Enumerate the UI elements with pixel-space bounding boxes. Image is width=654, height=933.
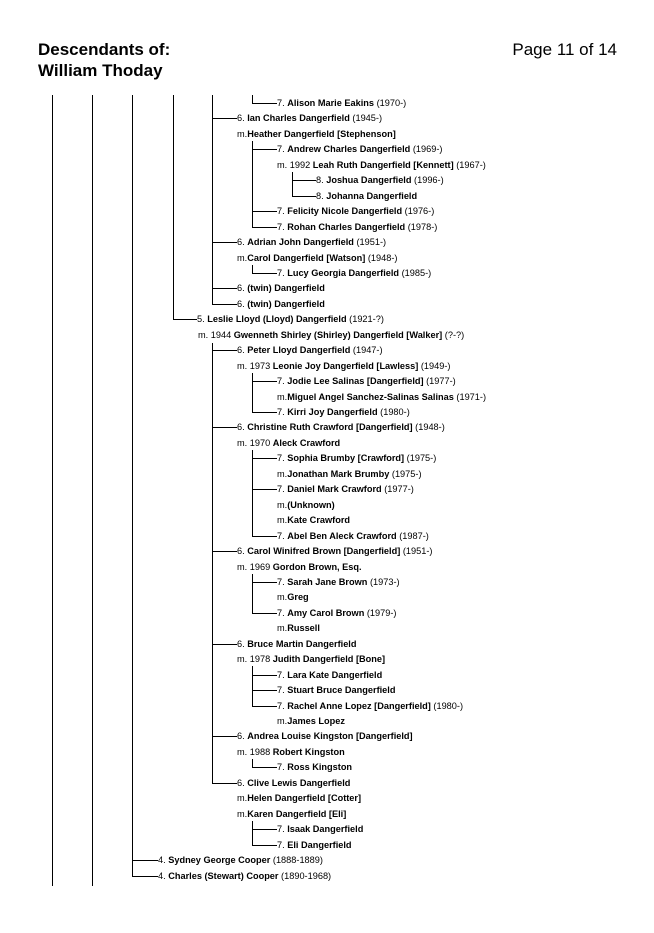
tree-connector-vertical	[212, 95, 213, 304]
entry-prefix: m.	[277, 391, 288, 402]
report-title-line1: Descendants of:	[38, 40, 171, 59]
entry-prefix: 7.	[277, 824, 288, 835]
life-years: (1973-)	[367, 576, 400, 587]
descendant-entry	[316, 174, 444, 186]
person-name: Christine Ruth Crawford [Dangerfield]	[247, 422, 413, 433]
descendant-entry	[237, 730, 413, 742]
page-number: Page 11 of 14	[512, 40, 617, 59]
entry-prefix: 7.	[277, 267, 288, 278]
life-years: (1980-)	[377, 407, 410, 417]
person-name: Kate Crawford	[287, 515, 351, 526]
descendant-entry	[197, 313, 384, 325]
person-name: Helen Dangerfield [Cotter]	[247, 793, 362, 804]
person-name: Stuart Bruce Dangerfield	[287, 685, 396, 696]
report-title	[38, 39, 170, 81]
tree-connector-horizontal	[212, 427, 237, 428]
tree-connector-horizontal	[252, 675, 277, 676]
person-name: Karen Dangerfield [Eli]	[247, 808, 347, 819]
person-name: Miguel Angel Sanchez-Salinas Salinas	[287, 391, 454, 402]
person-name: (twin) Dangerfield	[247, 283, 325, 294]
spouse-entry	[198, 329, 464, 341]
tree-connector-vertical	[252, 265, 253, 273]
person-name: James Lopez	[287, 716, 345, 726]
life-years: (1996-)	[411, 175, 444, 186]
descendant-entry	[237, 282, 325, 294]
tree-connector-horizontal	[252, 706, 277, 707]
tree-connector-horizontal	[212, 288, 237, 289]
spouse-entry	[237, 808, 346, 820]
tree-connector-horizontal	[252, 582, 277, 583]
entry-prefix: 6.	[237, 546, 248, 557]
tree-connector-vertical	[252, 574, 253, 613]
spouse-entry	[277, 499, 335, 511]
tree-connector-horizontal	[252, 458, 277, 459]
spouse-entry	[237, 128, 396, 140]
tree-connector-horizontal	[252, 381, 277, 382]
entry-prefix: 7.	[277, 453, 288, 464]
tree-connector-horizontal	[252, 211, 277, 212]
person-name: Russell	[287, 623, 320, 634]
entry-prefix: 8.	[316, 175, 327, 186]
entry-prefix: 6.	[237, 283, 248, 294]
person-name: (twin) Dangerfield	[247, 298, 325, 309]
person-name: Gordon Brown, Esq.	[272, 561, 362, 572]
tree-connector-horizontal	[252, 103, 277, 104]
person-name: Robert Kingston	[272, 746, 345, 757]
person-name: Joshua Dangerfield	[326, 175, 412, 186]
tree-connector-horizontal	[212, 350, 237, 351]
spouse-entry	[237, 360, 450, 372]
life-years: (1976-)	[402, 206, 435, 217]
spouse-entry	[277, 391, 486, 403]
descendant-entry	[158, 870, 331, 882]
tree-connector-horizontal	[252, 845, 277, 846]
entry-prefix: m. 1973	[237, 360, 273, 371]
life-years: (1948-)	[365, 252, 398, 263]
person-name: Gwenneth Shirley (Shirley) Dangerfield [Walker]	[233, 329, 443, 340]
person-name: Leah Ruth Dangerfield [Kennett]	[312, 159, 454, 170]
entry-prefix: 6.	[237, 113, 248, 124]
entry-prefix: 4.	[158, 855, 169, 866]
entry-prefix: m. 1988	[237, 746, 273, 757]
person-name: Felicity Nicole Dangerfield	[287, 206, 403, 217]
entry-prefix: m.	[237, 793, 248, 804]
descendant-entry	[277, 823, 363, 835]
entry-prefix: 6.	[237, 422, 248, 433]
descendant-entry	[237, 236, 386, 248]
descendant-entry	[277, 143, 442, 155]
tree-connector-horizontal	[212, 304, 237, 305]
entry-prefix: 7.	[277, 206, 288, 217]
descendant-entry	[277, 607, 396, 619]
descendant-entry	[277, 406, 410, 418]
descendant-entry	[277, 205, 434, 217]
entry-prefix: m.	[277, 468, 288, 479]
life-years: (1987-)	[396, 530, 429, 541]
descendant-entry	[237, 344, 383, 356]
descendant-entry	[277, 839, 352, 851]
person-name: Daniel Mark Crawford	[287, 484, 382, 495]
tree-connector-horizontal	[212, 644, 237, 645]
life-years: (1980-)	[430, 700, 464, 711]
descendant-entry	[237, 777, 350, 789]
person-name: Rachel Anne Lopez [Dangerfield]	[287, 700, 431, 711]
life-years: (1967-)	[453, 159, 486, 170]
entry-prefix: 6.	[237, 298, 248, 309]
entry-prefix: 7.	[277, 221, 288, 232]
tree-connector-vertical	[252, 759, 253, 767]
entry-prefix: 6.	[237, 638, 248, 649]
tree-connector-horizontal	[212, 783, 237, 784]
tree-connector-vertical	[252, 141, 253, 227]
tree-connector-vertical	[92, 95, 93, 886]
descendant-entry	[237, 545, 432, 557]
entry-prefix: m. 1944	[198, 329, 234, 340]
tree-connector-vertical	[252, 95, 253, 103]
tree-connector-vertical	[252, 450, 253, 536]
report-title-line2: William Thoday	[38, 61, 163, 80]
tree-connector-vertical	[252, 821, 253, 845]
tree-connector-horizontal	[212, 242, 237, 243]
entry-prefix: 7.	[277, 607, 288, 618]
descendant-entry	[277, 483, 414, 495]
entry-prefix: m. 1992	[277, 159, 313, 170]
descendant-entry	[277, 761, 352, 773]
tree-connector-horizontal	[252, 227, 277, 228]
entry-prefix: 6.	[237, 237, 248, 248]
descendant-entry	[237, 298, 325, 310]
entry-prefix: 7.	[277, 484, 288, 495]
descendant-entry	[277, 530, 429, 542]
entry-prefix: 7.	[277, 144, 288, 155]
entry-prefix: 7.	[277, 530, 288, 541]
entry-prefix: m.	[237, 252, 248, 263]
descendant-entry	[277, 375, 456, 387]
person-name: Sydney George Cooper	[168, 855, 271, 866]
person-name: Heather Dangerfield [Stephenson]	[247, 128, 396, 139]
descendant-entry	[277, 452, 436, 464]
person-name: Ross Kingston	[287, 762, 353, 773]
entry-prefix: m.	[277, 592, 288, 603]
entry-prefix: 4.	[158, 870, 169, 881]
entry-prefix: 7.	[277, 576, 288, 587]
descendant-entry	[277, 221, 437, 233]
tree-connector-vertical	[132, 95, 133, 876]
person-name: Sophia Brumby [Crawford]	[287, 453, 405, 464]
spouse-entry	[237, 746, 345, 758]
life-years: (1985-)	[399, 267, 432, 278]
entry-prefix: m.	[277, 499, 288, 510]
descendant-entry	[277, 576, 400, 588]
life-years: (1945-)	[349, 113, 383, 124]
person-name: Abel Ben Aleck Crawford	[287, 530, 397, 541]
life-years: (1949-)	[418, 360, 451, 371]
tree-connector-vertical	[252, 373, 253, 412]
life-years: (?-?)	[442, 329, 465, 340]
tree-connector-horizontal	[292, 180, 316, 181]
tree-connector-horizontal	[252, 613, 277, 614]
tree-connector-horizontal	[252, 690, 277, 691]
life-years: (1888-1889)	[270, 855, 323, 866]
tree-connector-vertical	[292, 172, 293, 196]
entry-prefix: m.	[277, 716, 288, 726]
person-name: Leonie Joy Dangerfield [Lawless]	[272, 360, 419, 371]
tree-connector-horizontal	[212, 736, 237, 737]
life-years: (1977-)	[381, 484, 414, 495]
entry-prefix: 8.	[316, 190, 327, 201]
person-name: Greg	[287, 592, 309, 603]
entry-prefix: 5.	[197, 314, 208, 325]
descendant-entry	[237, 421, 445, 433]
descendant-entry	[277, 97, 406, 109]
life-years: (1975-)	[404, 453, 437, 464]
person-name: Andrea Louise Kingston [Dangerfield]	[247, 731, 413, 742]
person-name: Charles (Stewart) Cooper	[168, 870, 279, 881]
life-years: (1970-)	[374, 98, 407, 108]
life-years: (1951-)	[353, 237, 387, 248]
tree-connector-horizontal	[212, 118, 237, 119]
person-name: Judith Dangerfield [Bone]	[272, 654, 386, 665]
descendant-entry	[158, 854, 323, 866]
entry-prefix: 7.	[277, 762, 288, 773]
tree-connector-horizontal	[252, 767, 277, 768]
entry-prefix: m. 1970	[237, 437, 273, 448]
spouse-entry	[237, 653, 385, 665]
person-name: Jonathan Mark Brumby	[287, 468, 390, 479]
life-years: (1975-)	[389, 468, 422, 479]
spouse-entry	[237, 252, 397, 264]
tree-connector-vertical	[212, 343, 213, 783]
person-name: Lara Kate Dangerfield	[287, 669, 383, 680]
tree-connector-vertical	[252, 666, 253, 705]
descendant-entry	[237, 112, 382, 124]
entry-prefix: m. 1978	[237, 654, 273, 665]
tree-connector-horizontal	[252, 829, 277, 830]
spouse-entry	[237, 437, 340, 449]
person-name: Johanna Dangerfield	[326, 190, 418, 201]
spouse-entry	[277, 622, 320, 634]
person-name: Carol Winifred Brown [Dangerfield]	[247, 546, 401, 557]
entry-prefix: 7.	[277, 839, 288, 850]
tree-connector-horizontal	[252, 273, 277, 274]
tree-connector-horizontal	[132, 876, 158, 877]
descendant-entry	[316, 190, 417, 202]
person-name: Leslie Lloyd (Lloyd) Dangerfield	[207, 314, 347, 325]
person-name: Alison Marie Eakins	[287, 98, 375, 108]
tree-connector-horizontal	[132, 860, 158, 861]
descendant-entry	[277, 267, 431, 279]
entry-prefix: m.	[237, 808, 248, 819]
person-name: Kirri Joy Dangerfield	[287, 407, 378, 417]
tree-connector-vertical	[52, 95, 53, 886]
spouse-entry	[277, 591, 309, 603]
life-years: (1977-)	[423, 376, 456, 387]
tree-connector-horizontal	[292, 196, 316, 197]
tree-connector-horizontal	[252, 412, 277, 413]
person-name: Aleck Crawford	[272, 437, 341, 448]
spouse-entry	[277, 159, 486, 171]
entry-prefix: m.	[277, 623, 288, 634]
entry-prefix: m.	[277, 515, 288, 526]
life-years: (1979-)	[364, 607, 397, 618]
life-years: (1978-)	[405, 221, 438, 232]
person-name: Lucy Georgia Dangerfield	[287, 267, 400, 278]
person-name: Ian Charles Dangerfield	[247, 113, 350, 124]
spouse-entry	[277, 715, 345, 727]
entry-prefix: 7.	[277, 685, 288, 696]
person-name: Amy Carol Brown	[287, 607, 365, 618]
life-years: (1951-)	[400, 546, 433, 557]
life-years: (1890-1968)	[278, 870, 332, 881]
entry-prefix: 6.	[237, 731, 248, 742]
spouse-entry	[237, 792, 361, 804]
person-name: Andrew Charles Dangerfield	[287, 144, 411, 155]
entry-prefix: 7.	[277, 376, 288, 387]
descendant-entry	[277, 669, 382, 681]
spouse-entry	[277, 468, 422, 480]
person-name: Bruce Martin Dangerfield	[247, 638, 357, 649]
descendant-entry	[277, 684, 395, 696]
entry-prefix: 7.	[277, 669, 288, 680]
person-name: Sarah Jane Brown	[287, 576, 368, 587]
life-years: (1948-)	[412, 422, 445, 433]
tree-connector-horizontal	[252, 536, 277, 537]
entry-prefix: 7.	[277, 407, 288, 417]
entry-prefix: 7.	[277, 700, 288, 711]
entry-prefix: m. 1969	[237, 561, 273, 572]
person-name: Isaak Dangerfield	[287, 824, 364, 835]
life-years: (1947-)	[350, 345, 383, 356]
spouse-entry	[237, 561, 362, 573]
entry-prefix: 6.	[237, 345, 248, 356]
spouse-entry	[277, 514, 350, 526]
life-years: (1971-)	[453, 391, 487, 402]
tree-connector-vertical	[173, 95, 174, 319]
entry-prefix: 6.	[237, 777, 248, 788]
person-name: Carol Dangerfield [Watson]	[247, 252, 366, 263]
person-name: Adrian John Dangerfield	[247, 237, 354, 248]
tree-connector-horizontal	[252, 149, 277, 150]
descendant-entry	[277, 700, 463, 712]
person-name: Jodie Lee Salinas [Dangerfield]	[287, 376, 424, 387]
person-name: (Unknown)	[287, 499, 335, 510]
entry-prefix: 7.	[277, 98, 288, 108]
person-name: Rohan Charles Dangerfield	[287, 221, 406, 232]
life-years: (1969-)	[410, 144, 443, 155]
tree-connector-horizontal	[173, 319, 197, 320]
descendant-entry	[237, 638, 356, 650]
person-name: Eli Dangerfield	[287, 839, 352, 850]
entry-prefix: m.	[237, 128, 248, 139]
person-name: Clive Lewis Dangerfield	[247, 777, 351, 788]
tree-connector-horizontal	[212, 551, 237, 552]
person-name: Peter Lloyd Dangerfield	[247, 345, 351, 356]
life-years: (1921-?)	[346, 314, 384, 325]
tree-connector-horizontal	[252, 489, 277, 490]
